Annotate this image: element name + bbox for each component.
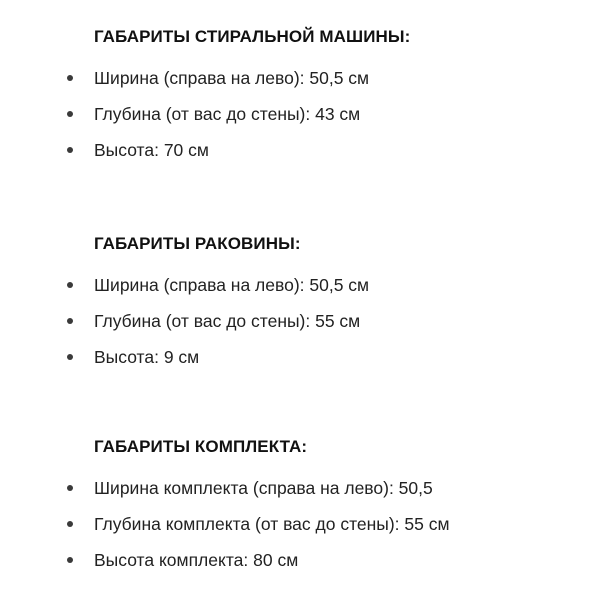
item-text: Ширина (справа на лево): 50,5 см (94, 68, 370, 88)
item-text: Ширина (справа на лево): 50,5 см (94, 275, 370, 295)
list-item (0, 267, 600, 303)
item-text: Высота: 9 см (94, 347, 200, 367)
section-heading: ГАБАРИТЫ СТИРАЛЬНОЙ МАШИНЫ: (94, 27, 411, 46)
list-item (0, 60, 600, 96)
bullet-icon (67, 318, 73, 324)
item-text: Глубина комплекта (от вас до стены): 55 см (94, 514, 450, 534)
bullet-icon (67, 282, 73, 288)
dimensions-list (0, 60, 600, 168)
item-text: Высота: 70 см (94, 140, 209, 160)
bullet-icon (67, 354, 73, 360)
list-item (0, 339, 600, 375)
washing-machine-dimensions-section (0, 26, 600, 168)
set-dimensions-section (0, 436, 600, 578)
list-item (0, 470, 600, 506)
item-text: Глубина (от вас до стены): 43 см (94, 104, 361, 124)
list-item (0, 96, 600, 132)
list-item (0, 132, 600, 168)
bullet-icon (67, 75, 73, 81)
item-text: Ширина комплекта (справа на лево): 50,5 (94, 478, 433, 498)
bullet-icon (67, 557, 73, 563)
list-item (0, 303, 600, 339)
bullet-icon (67, 147, 73, 153)
bullet-icon (67, 521, 73, 527)
item-text: Высота комплекта: 80 см (94, 550, 299, 570)
section-heading: ГАБАРИТЫ КОМПЛЕКТА: (94, 437, 308, 456)
item-text: Глубина (от вас до стены): 55 см (94, 311, 361, 331)
section-heading: ГАБАРИТЫ РАКОВИНЫ: (94, 234, 301, 253)
sink-dimensions-section (0, 233, 600, 375)
dimensions-list (0, 267, 600, 375)
bullet-icon (67, 485, 73, 491)
bullet-icon (67, 111, 73, 117)
dimensions-list (0, 470, 600, 578)
list-item (0, 542, 600, 578)
list-item (0, 506, 600, 542)
